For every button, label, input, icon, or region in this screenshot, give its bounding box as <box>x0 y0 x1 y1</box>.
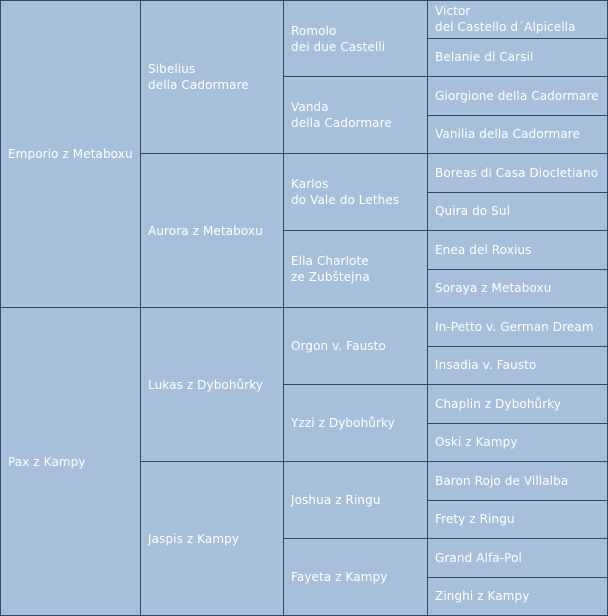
sire-cell: Emporio z Metaboxu <box>0 0 141 308</box>
gen3-cell-2: Vanda della Cadormare <box>284 77 428 154</box>
dam-dam-cell: Jaspis z Kampy <box>141 462 284 616</box>
gen3-cell-3: Karlos do Vale do Lethes <box>284 154 428 231</box>
gen4-cell-15: Grand Alfa-Pol <box>428 539 608 578</box>
gen3-cell-5: Orgon v. Fausto <box>284 308 428 385</box>
sire-sire-cell: Sibelius della Cadormare <box>141 0 284 154</box>
dam-sire-cell: Lukas z Dybohůrky <box>141 308 284 462</box>
gen4-cell-7: Enea del Roxius <box>428 231 608 270</box>
gen3-cell-6: Yzzi z Dybohůrky <box>284 385 428 462</box>
gen4-cell-2: Belanie di Carsil <box>428 39 608 78</box>
gen4-cell-1: Victor del Castello d´Alpicella <box>428 0 608 39</box>
gen4-cell-4: Vanilia della Cadormare <box>428 116 608 155</box>
dam-cell: Pax z Kampy <box>0 308 141 616</box>
gen4-cell-8: Soraya z Metaboxu <box>428 270 608 309</box>
gen3-cell-7: Joshua z Ringu <box>284 462 428 539</box>
gen4-cell-5: Boreas di Casa Diocletiano <box>428 154 608 193</box>
gen4-cell-9: In-Petto v. German Dream <box>428 308 608 347</box>
gen3-cell-8: Fayeta z Kampy <box>284 539 428 616</box>
gen3-cell-1: Romolo dei due Castelli <box>284 0 428 77</box>
gen4-cell-16: Zinghi z Kampy <box>428 578 608 616</box>
gen4-cell-3: Giorgione della Cadormare <box>428 77 608 116</box>
gen3-cell-4: Ella Charlote ze Zubštejna <box>284 231 428 308</box>
sire-dam-cell: Aurora z Metaboxu <box>141 154 284 308</box>
gen4-cell-11: Chaplin z Dybohůrky <box>428 385 608 424</box>
gen4-cell-10: Insadia v. Fausto <box>428 347 608 386</box>
gen4-cell-12: Oski z Kampy <box>428 424 608 463</box>
gen4-cell-13: Baron Rojo de Villalba <box>428 462 608 501</box>
gen4-cell-6: Quira do Sul <box>428 193 608 232</box>
gen4-cell-14: Frety z Ringu <box>428 501 608 540</box>
